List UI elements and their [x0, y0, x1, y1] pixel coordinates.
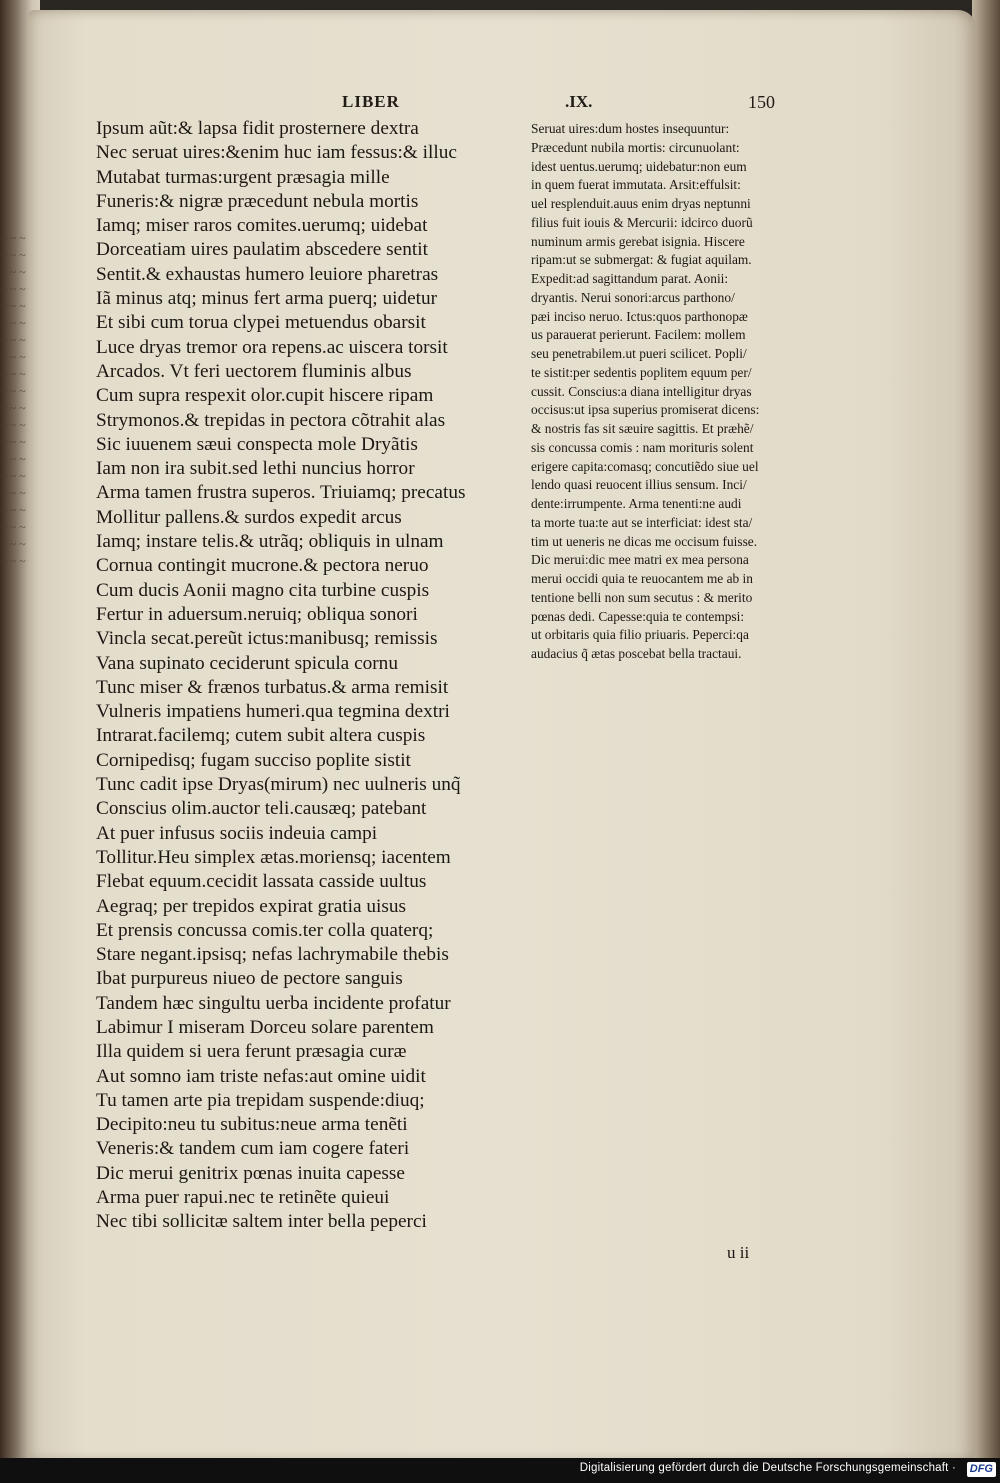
verse-line: At puer infusus sociis indeuia campi: [96, 822, 378, 844]
verse-column: [96, 117, 526, 1235]
verse-line: Veneris:& tandem cum iam cogere fateri: [96, 1138, 410, 1160]
verse-line: Et sibi cum torua clypei metuendus obarsit: [96, 312, 426, 334]
commentary-line: numinum armis gerebat isignia. Hiscere: [531, 233, 745, 249]
commentary-line: sis concussa comis : nam morituris solent: [531, 439, 754, 455]
verse-line: Illa quidem si uera ferunt præsagia curæ: [96, 1041, 407, 1063]
verse-line: Iamq; instare telis.& utrãq; obliquis in ulnam: [96, 531, 444, 553]
commentary-line: pæi inciso neruo. Ictus:quos parthonopæ: [531, 308, 748, 324]
commentary-column: [531, 120, 831, 664]
commentary-line: occisus:ut ipsa superius promiserat dicens:: [531, 402, 760, 418]
commentary-line: merui occidi quia te reuocantem me ab in: [531, 571, 753, 586]
verse-line: Arcados. Vt feri uectorem fluminis albus: [96, 360, 412, 382]
verse-line: Dic merui genitrix pœnas inuita capesse: [96, 1162, 405, 1184]
verse-line: Stare negant.ipsisq; nefas lachrymabile thebis: [96, 944, 449, 966]
verse-line: Aegraq; per trepidos expirat gratia uisus: [96, 895, 407, 917]
verse-line: Mutabat turmas:urgent præsagia mille: [96, 166, 390, 188]
verse-line: Arma puer rapui.nec te retinẽte quieui: [96, 1187, 390, 1209]
verse-line: Sic iuuenem sæui conspecta mole Dryãtis: [96, 433, 418, 455]
verse-line: Fertur in aduersum.neruiq; obliqua sonori: [96, 603, 418, 625]
verse-line: Aut somno iam triste nefas:aut omine uidit: [96, 1065, 426, 1087]
commentary-line: Expedit:ad sagittandum parat. Aonii:: [531, 271, 729, 286]
commentary-line: us parauerat perierunt. Facilem: mollem: [531, 327, 746, 343]
verse-line: Nec tibi sollicitæ saltem inter bella peperci: [96, 1211, 427, 1233]
verse-line: Conscius olim.auctor teli.causæq; patebant: [96, 798, 427, 820]
header-book-label: LIBER: [342, 92, 400, 111]
verse-line: Flebat equum.cecidit lassata casside uultus: [96, 871, 427, 893]
verse-line: Iã minus atq; minus fert arma puerq; uidetur: [96, 288, 438, 310]
verse-line: Ipsum aũt:& lapsa fidit prosternere dextra: [96, 118, 419, 139]
commentary-line: pœnas dedi. Capesse:quia te contempsi:: [531, 608, 745, 624]
verse-line: Tunc cadit ipse Dryas(mirum) nec uulneris unq̃: [96, 774, 461, 796]
commentary-line: seu penetrabilem.ut pueri scilicet. Popli/: [531, 346, 747, 361]
running-header: [0, 92, 1000, 116]
commentary-line: dryantis. Nerui sonori:arcus parthono/: [531, 289, 735, 305]
verse-line: Decipito:neu tu subitus:neue arma tenẽti: [96, 1114, 408, 1136]
verse-line: Sentit.& exhaustas humero leuiore pharetras: [96, 263, 439, 285]
commentary-line: cussit. Conscius:a diana intelligitur dryas: [531, 383, 752, 399]
verse-line: Mollitur pallens.& surdos expedit arcus: [96, 506, 402, 528]
verse-line: Tandem hæc singultu uerba incidente profatur: [96, 992, 451, 1014]
commentary-line: ta morte tua:te aut se interficiat: idest sta/: [531, 514, 753, 530]
verse-line: Vincla secat.pereũt ictus:manibusq; remissis: [96, 628, 438, 650]
verse-line: Funeris:& nigræ præcedunt nebula mortis: [96, 190, 419, 212]
commentary-line: tentione belli non sum secutus : & merito: [531, 589, 753, 605]
commentary-line: te sistit:per sedentis poplitem equum per/: [531, 364, 752, 380]
page-stack-edge: [972, 0, 1000, 1470]
verse-line: Strymonos.& trepidas in pectora cõtrahit alas: [96, 409, 446, 431]
commentary-line: erigere capita:comasq; concutiẽdo siue uel: [531, 458, 759, 474]
facing-page-fragment: ~ ~ ~ ~ ~ ~ ~ ~ ~ ~ ~ ~ ~ ~ ~ ~ ~ ~ ~ ~ ~ ~ ~ ~ ~ ~ ~ ~ ~ ~ ~ ~ ~ ~ ~ ~ ~ ~ ~ ~ ~ ~ ~ ~ ~ ~ ~ ~ ~ ~ ~ ~ ~ ~ ~ ~ ~ ~ ~ ~: [0, 231, 26, 568]
dfg-logo: DFG: [967, 1462, 996, 1477]
verse-line: Cornipedisq; fugam succiso poplite sistit: [96, 749, 411, 771]
verse-line: Labimur I miseram Dorceu solare parentem: [96, 1016, 434, 1038]
commentary-line: ripam:ut se submergat: & fugiat aquilam.: [531, 252, 752, 268]
signature-mark: u ii: [727, 1243, 750, 1262]
verse-line: Iamq; miser raros comites.uerumq; uidebat: [96, 215, 428, 237]
commentary-line: ut orbitaris quia filio priuaris. Peperci:qa: [531, 627, 749, 643]
verse-line: Vulneris impatiens humeri.qua tegmina dextri: [96, 701, 450, 723]
commentary-line: & nostris fas sit sæuire sagittis. Et præhẽ/: [531, 421, 754, 436]
verse-line: Vana supinato ceciderunt spicula cornu: [96, 652, 398, 674]
commentary-line: Seruat uires:dum hostes insequuntur:: [531, 121, 730, 136]
commentary-line: in quem fuerat immutata. Arsit:effulsit:: [531, 177, 741, 193]
commentary-line: tim ut ueneris ne dicas me occisum fuisse.: [531, 533, 758, 549]
folio-number: 150: [748, 92, 775, 112]
header-book-number: .IX.: [565, 92, 593, 111]
verse-line: Nec seruat uires:&enim huc iam fessus:& illuc: [96, 142, 457, 164]
commentary-line: lendo quasi reuocent illius sensum. Inci/: [531, 477, 747, 493]
verse-line: Cornua contingit mucrone.& pectora neruo: [96, 555, 429, 577]
verse-line: Intrarat.facilemq; cutem subit altera cuspis: [96, 725, 426, 747]
verse-line: Dorceatiam uires paulatim abscedere sentit: [96, 239, 428, 261]
verse-line: Tollitur.Heu simplex ætas.moriensq; iacentem: [96, 846, 451, 868]
verse-line: Arma tamen frustra superos. Triuiamq; precatus: [96, 482, 466, 504]
verse-line: Iam non ira subit.sed lethi nuncius horror: [96, 458, 415, 480]
commentary-line: Præcedunt nubila mortis: circunuolant:: [531, 139, 740, 155]
verse-line: Cum supra respexit olor.cupit hiscere ripam: [96, 385, 434, 407]
commentary-line: audacius q̃ ætas poscebat bella tractaui.: [531, 646, 742, 661]
commentary-line: dente:irrumpente. Arma tenenti:ne audi: [531, 496, 742, 511]
commentary-line: uel resplenduit.auus enim dryas neptunni: [531, 196, 751, 211]
commentary-line: Dic merui:dic mee matri ex mea persona: [531, 552, 749, 568]
commentary-line: idest uentus.uerumq; uidebatur:non eum: [531, 158, 747, 174]
verse-line: Tunc miser & frænos turbatus.& arma remisit: [96, 676, 449, 698]
verse-line: Tu tamen arte pia trepidam suspende:diuq;: [96, 1089, 425, 1111]
verse-line: Luce dryas tremor ora repens.ac uiscera torsit: [96, 336, 448, 358]
verse-line: Cum ducis Aonii magno cita turbine cuspis: [96, 579, 430, 601]
verse-line: Ibat purpureus niueo de pectore sanguis: [96, 968, 403, 990]
digitization-credit: Digitalisierung gefördert durch die Deutsche Forschungsgemeinschaft ·: [579, 1462, 956, 1474]
verse-line: Et prensis concussa comis.ter colla quaterq;: [96, 919, 434, 941]
commentary-line: filius fuit iouis & Mercurii: idcirco duorũ: [531, 214, 753, 230]
